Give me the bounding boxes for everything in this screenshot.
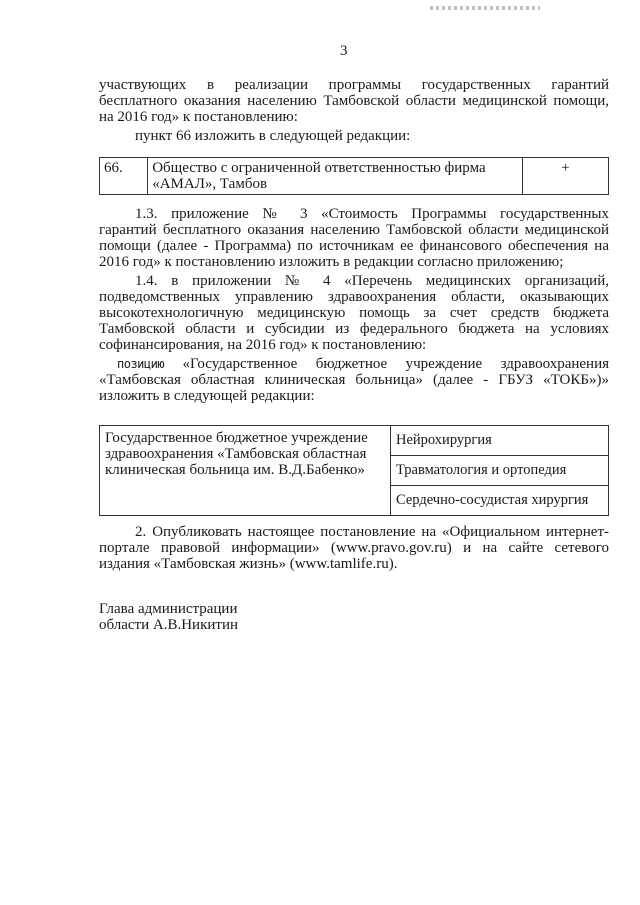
profile-cell: Нейрохирургия [391, 426, 609, 456]
text-line: бесплатного оказания населению Тамбовской области медицинской помощи, [99, 93, 609, 109]
text-line: 1.3. приложение № 3 «Стоимость Программы государственных [135, 206, 609, 222]
hospital-name [100, 426, 391, 516]
text-line: Государственное бюджетное учреждение [105, 430, 368, 446]
paragraph-2 [99, 524, 609, 572]
table-row [100, 426, 609, 456]
intro-paragraph [99, 77, 609, 125]
signature-title: Глава администрации [99, 601, 238, 617]
text-line: гарантий бесплатного оказания населению Тамбовской области медицинской [99, 222, 609, 238]
page-number: 3 [340, 43, 348, 59]
profile-cell: Травматология и ортопедия [391, 456, 609, 486]
participation-mark: + [522, 158, 608, 195]
text-line: 2016 год» к постановлению изложить в редакции согласно приложению; [99, 254, 564, 270]
signature-name: области А.В.Никитин [99, 617, 239, 633]
text-line: Тамбовской области и субсидии из федерального бюджета на условиях [99, 321, 609, 337]
text-line: помощи (далее - Программа) по источникам ее финансового обеспечения на [99, 238, 609, 254]
text-line: издания «Тамбовская жизнь» (www.tamlife.ru). [99, 556, 398, 572]
text-line: Общество с ограниченной ответственностью фирма [152, 160, 486, 176]
text-line: здравоохранения «Тамбовская областная [105, 446, 367, 462]
hospital-table [99, 425, 609, 516]
text-line: клиническая больница им. В.Д.Бабенко» [105, 462, 365, 478]
scan-artifact [430, 6, 540, 10]
text-line: участвующих в реализации программы государственных гарантий [99, 77, 609, 93]
text-line: высокотехнологичную медицинскую помощь за счет средств бюджета [99, 305, 609, 321]
row-number: 66. [100, 158, 148, 195]
text-line: софинансирования, на 2016 год» к постановлению: [99, 337, 427, 353]
point66-table [99, 157, 609, 195]
organization-name [148, 158, 522, 195]
table-row [100, 158, 609, 195]
text-line: портале правовой информации» (www.pravo.gov.ru) и на сайте сетевого [99, 540, 609, 556]
paragraph-1-3 [99, 206, 609, 270]
text-span: «Государственное бюджетное учреждение здравоохранения [182, 356, 609, 372]
position-stamp: позицию [117, 357, 165, 371]
text-line: на 2016 год» к постановлению: [99, 109, 298, 125]
paragraph-1-4 [99, 273, 609, 353]
text-line: 2. Опубликовать настоящее постановление на «Официальном интернет- [135, 524, 609, 540]
text-line: изложить в следующей редакции: [99, 388, 315, 404]
profile-cell: Сердечно-сосудистая хирургия [391, 486, 609, 516]
text-line: 1.4. в приложении № 4 «Перечень медицинских организаций, [135, 273, 609, 289]
text-line [99, 356, 609, 372]
paragraph-position [99, 356, 609, 404]
text-line: подведомственных управлению здравоохранения области, оказывающих [99, 289, 609, 305]
signature-block [99, 601, 238, 633]
text-line: «АМАЛ», Тамбов [152, 176, 268, 192]
point66-intro: пункт 66 изложить в следующей редакции: [135, 128, 411, 144]
text-line: «Тамбовская областная клиническая больница» (далее - ГБУЗ «ТОКБ»)» [99, 372, 609, 388]
